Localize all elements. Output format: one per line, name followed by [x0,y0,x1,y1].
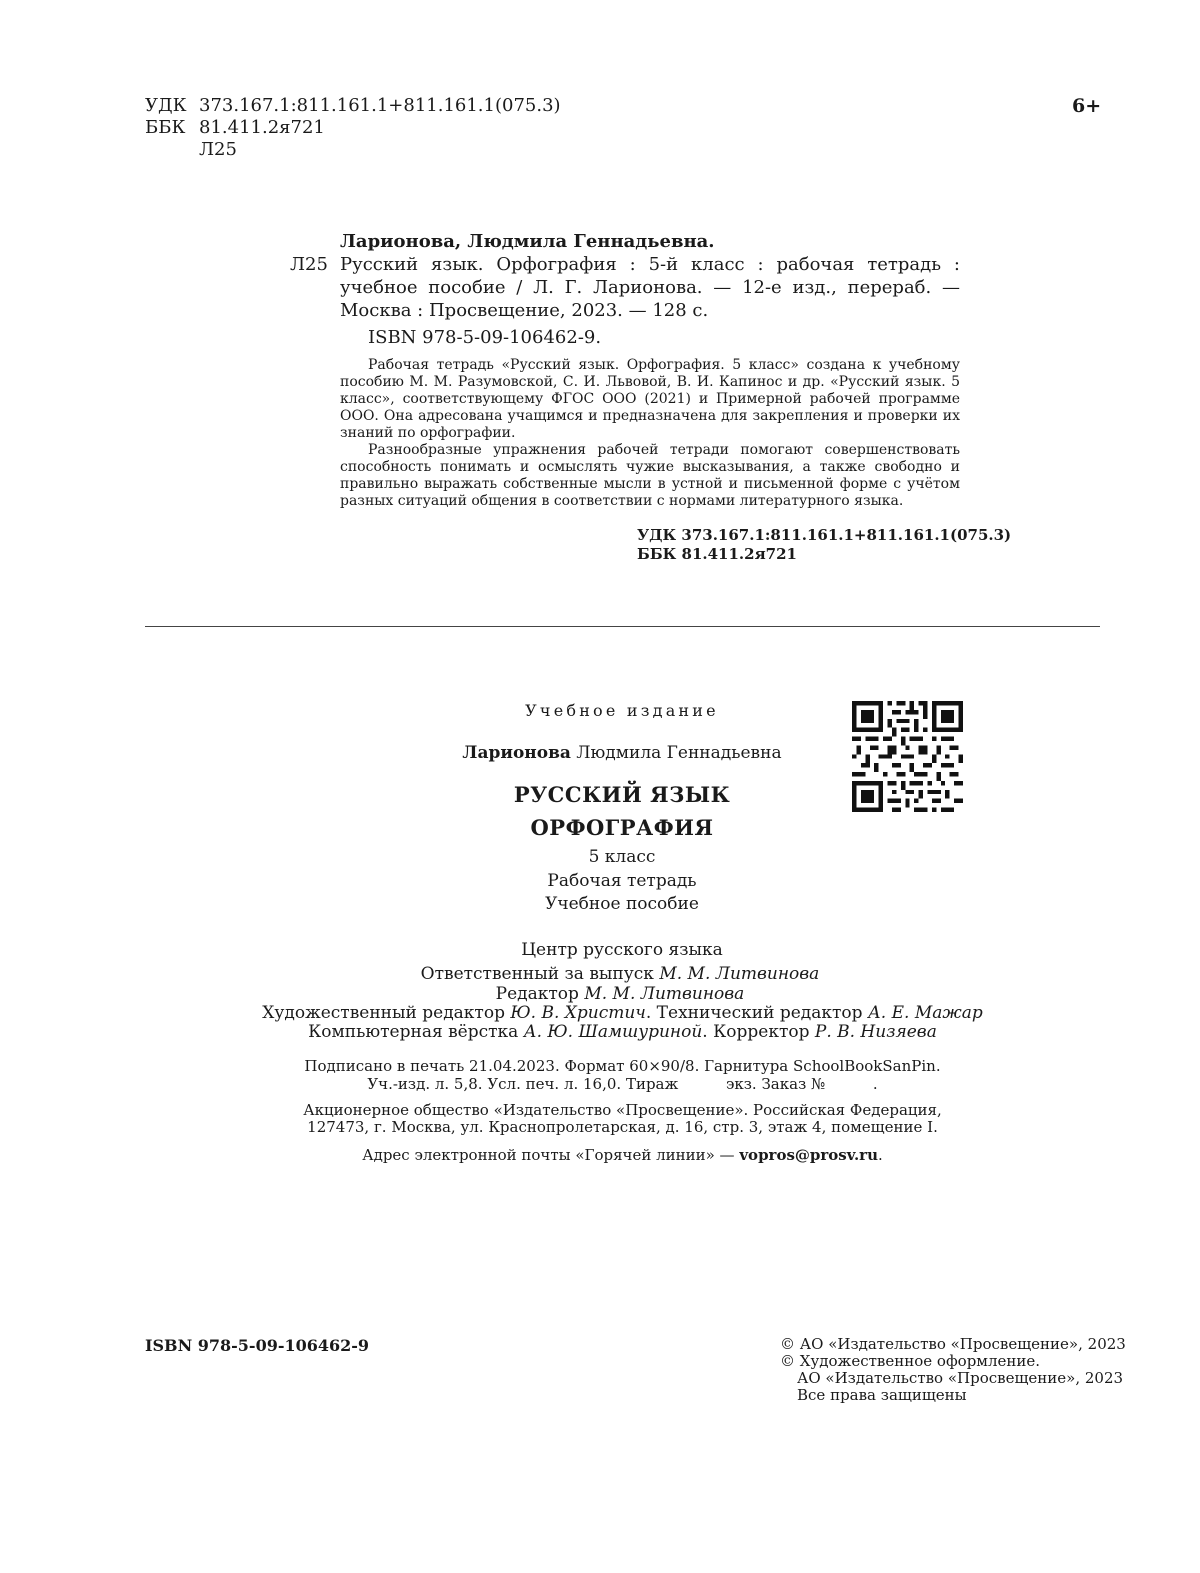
layout-name: А. Ю. Шамшуриной [523,1022,703,1042]
catalog-card [290,230,1012,564]
card-bbk: ББК 81.411.2я721 [637,545,797,563]
footer-isbn: ISBN 978-5-09-106462-9 [145,1336,370,1355]
rights-line: Все права защищены [797,1386,967,1404]
layout-label: Компьютерная вёрстка [308,1022,519,1042]
card-codes [290,526,1012,564]
book-title-1: РУССКИЙ ЯЗЫК [513,782,731,807]
hotline-end: . [877,1146,883,1164]
card-udk: УДК 373.167.1:811.161.1+811.161.1(075.3) [637,526,1012,544]
print-line-2: Уч.-изд. л. 5,8. Усл. печ. л. 16,0. Тираж экз. Заказ № . [367,1075,878,1093]
card-author-code: Л25 [290,254,328,275]
author-code: Л25 [199,139,237,160]
age-rating: 6+ [1072,95,1102,117]
corrector-label: Корректор [713,1022,810,1042]
editor-label: Редактор [495,984,579,1004]
qr-code [852,701,963,812]
responsible-name: М. М. Литвинова [659,964,820,984]
card-description: Русский язык. Орфография : 5-й класс : рабочая тетрадь : учебное пособие / Л. Г. Ларионова. — 12-е изд., перераб. — Москва : Просвещение, 2023. — 128 с. [340,254,960,321]
hotline-email[interactable]: vopros@prosv.ru [739,1146,878,1164]
print-line-1: Подписано в печать 21.04.2023. Формат 60×90/8. Гарнитура SchoolBookSanPin. [304,1057,941,1075]
copyright-line-2: © Художественное оформление. [780,1352,1041,1370]
classification-block [145,95,645,165]
colophon-author-surname: Ларионова [462,743,571,763]
center-name: Центр русского языка [521,940,723,960]
tech-editor-name: А. Е. Мажар [867,1003,983,1023]
responsible-label: Ответственный за выпуск [420,964,654,984]
card-annotation [290,357,960,510]
bbk-label: ББК [145,117,186,138]
udk-value: 373.167.1:811.161.1+811.161.1(075.3) [199,95,561,116]
art-editor-label: Художественный редактор [262,1003,505,1023]
bbk-value: 81.411.2я721 [199,117,325,138]
book-title-2: ОРФОГРАФИЯ [530,815,714,840]
copyright-block [780,1336,1126,1404]
copyright-line-1: © АО «Издательство «Просвещение», 2023 [780,1335,1126,1353]
divider [145,626,1100,627]
hotline-text: Адрес электронной почты «Горячей линии» — [362,1146,735,1164]
book-type-1: Рабочая тетрадь [547,871,697,891]
udk-label: УДК [145,95,187,116]
colophon-author [422,743,822,763]
publisher-line-1: Акционерное общество «Издательство «Просвещение». Российская Федерация, [303,1101,942,1119]
corrector-name: Р. В. Низяева [814,1022,937,1042]
grade: 5 класс [588,847,656,867]
hotline-line [250,1146,995,1164]
colophon-author-names: Людмила Геннадьевна [576,743,782,763]
publisher-line-2: 127473, г. Москва, ул. Краснопролетарская, д. 16, стр. 3, этаж 4, помещение I. [307,1118,938,1136]
layout-line: Компьютерная вёрстка А. Ю. Шамшуриной. Корректор Р. В. Низяева [308,1022,937,1042]
edition-type: Учебное издание [525,701,719,720]
tech-editor-label: Технический редактор [656,1003,863,1023]
card-isbn: ISBN 978-5-09-106462-9. [368,327,602,348]
card-description-row [290,253,960,322]
annotation-paragraph-2: Разнообразные упражнения рабочей тетради помогают совершенствовать способность понимать и осмыслять чужие высказывания, а также свободно и правильно выражать собственные мысли в устной и письменной форме с учётом разных ситуаций общения в соответствии с нормами литературного языка. [340,442,960,509]
book-type-2: Учебное пособие [545,894,699,914]
art-editor-line: Художественный редактор Ю. В. Христич. Технический редактор А. Е. Мажар [262,1003,983,1023]
card-author: Ларионова, Людмила Геннадьевна. [340,231,715,252]
annotation-paragraph-1: Рабочая тетрадь «Русский язык. Орфография. 5 класс» создана к учебному пособию М. М. Разумовской, С. И. Львовой, В. И. Капинос и др. «Русский язык. 5 класс», соответствующему ФГОС ООО (2021) и Примерной рабочей программе ООО. Она адресована учащимся и предназначена для закрепления и проверки их знаний по орфографии. [340,357,960,441]
editor-name: М. М. Литвинова [584,984,745,1004]
art-editor-name: Ю. В. Христич [510,1003,646,1023]
copyright-line-3: АО «Издательство «Просвещение», 2023 [797,1369,1124,1387]
